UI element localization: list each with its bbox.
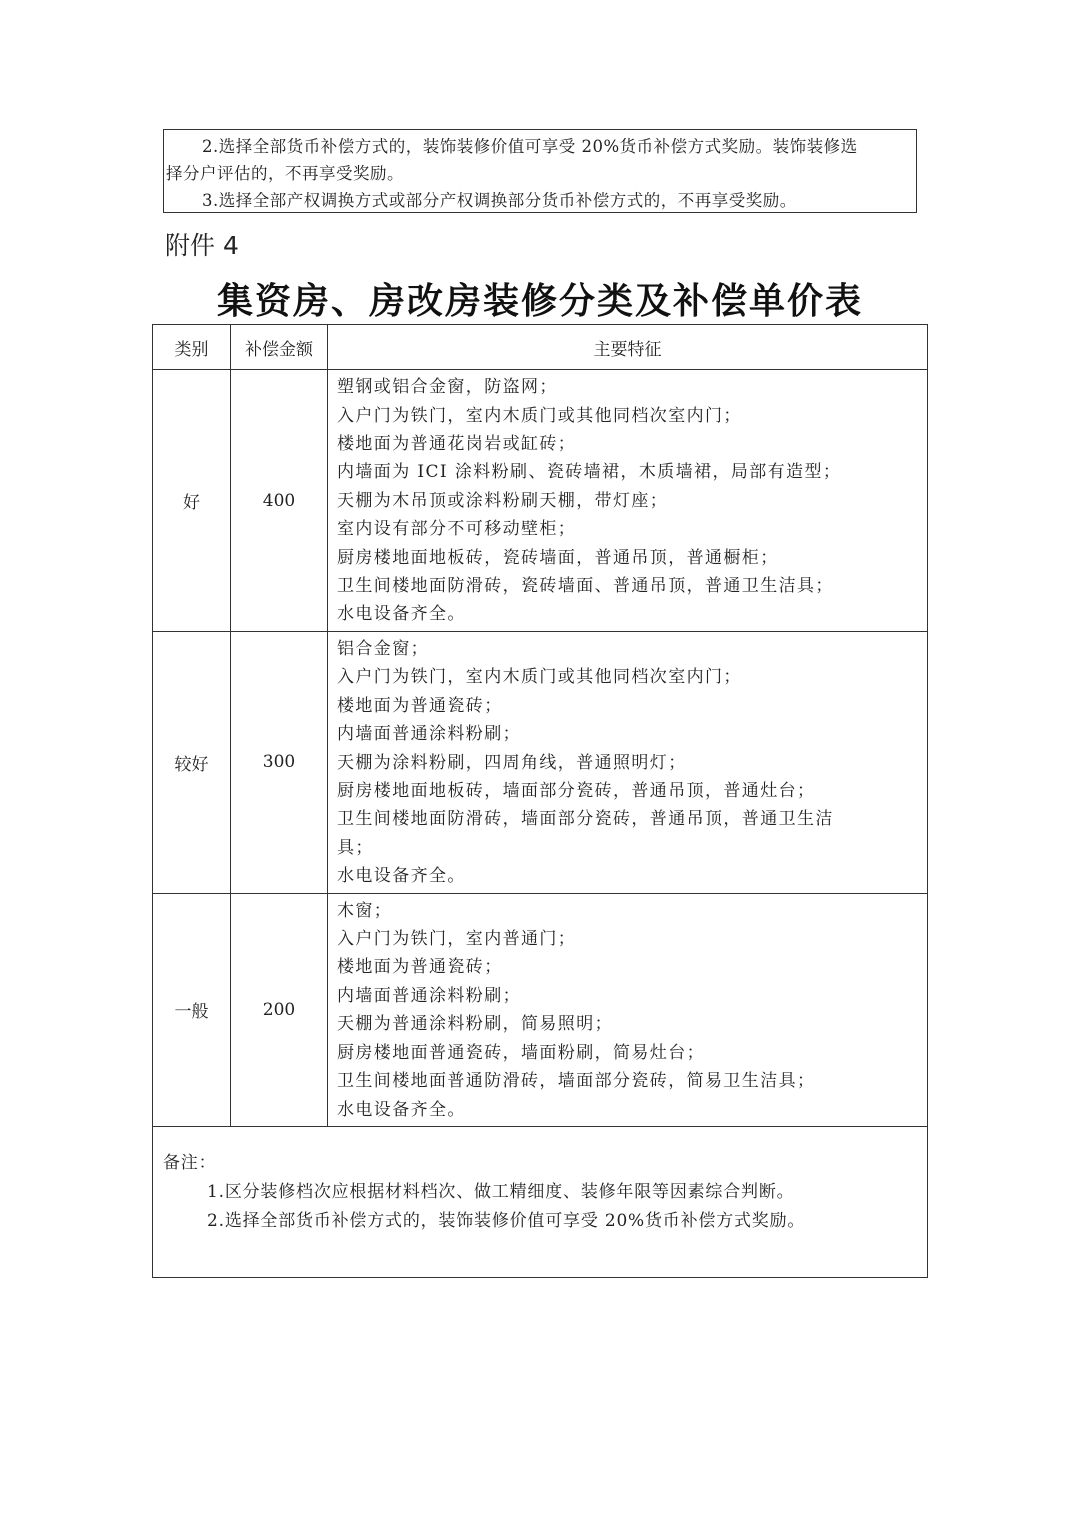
feature-line: 卫生间楼地面防滑砖，墙面部分瓷砖，普通吊顶，普通卫生洁 xyxy=(337,809,834,830)
feature-line: 入户门为铁门，室内普通门； xyxy=(337,929,577,950)
category-cell: 一般 xyxy=(153,893,231,1126)
feature-line: 具； xyxy=(337,837,374,858)
feature-line: 厨房楼地面普通瓷砖，墙面粉刷，简易灶台； xyxy=(337,1042,705,1063)
amount-cell: 400 xyxy=(231,370,328,632)
category-cell: 较好 xyxy=(153,632,231,894)
feature-line: 入户门为铁门，室内木质门或其他同档次室内门； xyxy=(337,405,742,426)
table-row xyxy=(153,893,928,1126)
amount-cell: 300 xyxy=(231,632,328,894)
feature-line: 天棚为涂料粉刷，四周角线，普通照明灯； xyxy=(337,752,687,773)
feature-line: 内墙面普通涂料粉刷； xyxy=(337,724,521,745)
feature-line: 楼地面为普通瓷砖； xyxy=(337,957,503,978)
feature-line: 内墙面为 ICI 涂料粉刷、瓷砖墙裙，木质墙裙，局部有造型； xyxy=(337,462,842,483)
feature-line: 内墙面普通涂料粉刷； xyxy=(337,985,521,1006)
notes-row xyxy=(153,1126,928,1277)
feature-line: 水电设备齐全。 xyxy=(337,604,466,625)
compensation-table xyxy=(152,324,928,1278)
feature-line: 卫生间楼地面普通防滑砖，墙面部分瓷砖，简易卫生洁具； xyxy=(337,1071,816,1092)
previous-notes-box xyxy=(163,129,917,213)
feature-line: 入户门为铁门，室内木质门或其他同档次室内门； xyxy=(337,667,742,688)
feature-line: 楼地面为普通花岗岩或缸砖； xyxy=(337,433,577,454)
header-amount: 补偿金额 xyxy=(231,325,328,370)
previous-note-line: 择分户评估的，不再享受奖励。 xyxy=(166,164,404,183)
attachment-label: 附件 4 xyxy=(165,231,239,260)
feature-line: 室内设有部分不可移动壁柜； xyxy=(337,519,577,540)
previous-note-line: 3.选择全部产权调换方式或部分产权调换部分货币补偿方式的，不再享受奖励。 xyxy=(202,191,797,210)
header-category: 类别 xyxy=(153,325,231,370)
feature-line: 楼地面为普通瓷砖； xyxy=(337,695,503,716)
features-cell xyxy=(328,370,928,632)
feature-line: 天棚为木吊顶或涂料粉刷天棚，带灯座； xyxy=(337,490,669,511)
amount-cell: 200 xyxy=(231,893,328,1126)
notes-cell xyxy=(153,1126,928,1277)
note-item: 1.区分装修档次应根据材料档次、做工精细度、装修年限等因素综合判断。 xyxy=(207,1181,795,1202)
feature-line: 厨房楼地面地板砖，瓷砖墙面，普通吊顶，普通橱柜； xyxy=(337,547,779,568)
table-row xyxy=(153,370,928,632)
previous-note-line: 2.选择全部货币补偿方式的，装饰装修价值可享受 20%货币补偿方式奖励。装饰装修选 xyxy=(202,137,858,156)
features-cell xyxy=(328,632,928,894)
feature-line: 厨房楼地面地板砖，墙面部分瓷砖，普通吊顶，普通灶台； xyxy=(337,781,816,802)
header-features: 主要特征 xyxy=(328,325,928,370)
table-row xyxy=(153,632,928,894)
notes-label: 备注： xyxy=(163,1152,217,1173)
feature-line: 卫生间楼地面防滑砖，瓷砖墙面、普通吊顶，普通卫生洁具； xyxy=(337,576,834,597)
feature-line: 天棚为普通涂料粉刷，简易照明； xyxy=(337,1014,613,1035)
feature-line: 塑钢或铝合金窗，防盗网； xyxy=(337,377,558,398)
feature-line: 铝合金窗； xyxy=(337,639,429,659)
page-title: 集资房、房改房装修分类及补偿单价表 xyxy=(216,280,863,322)
note-item: 2.选择全部货币补偿方式的，装饰装修价值可享受 20%货币补偿方式奖励。 xyxy=(207,1210,806,1231)
features-cell xyxy=(328,893,928,1126)
feature-line: 木窗； xyxy=(337,900,393,921)
feature-line: 水电设备齐全。 xyxy=(337,1099,466,1120)
feature-line: 水电设备齐全。 xyxy=(337,866,466,887)
table-header-row xyxy=(153,325,928,370)
category-cell: 好 xyxy=(153,370,231,632)
